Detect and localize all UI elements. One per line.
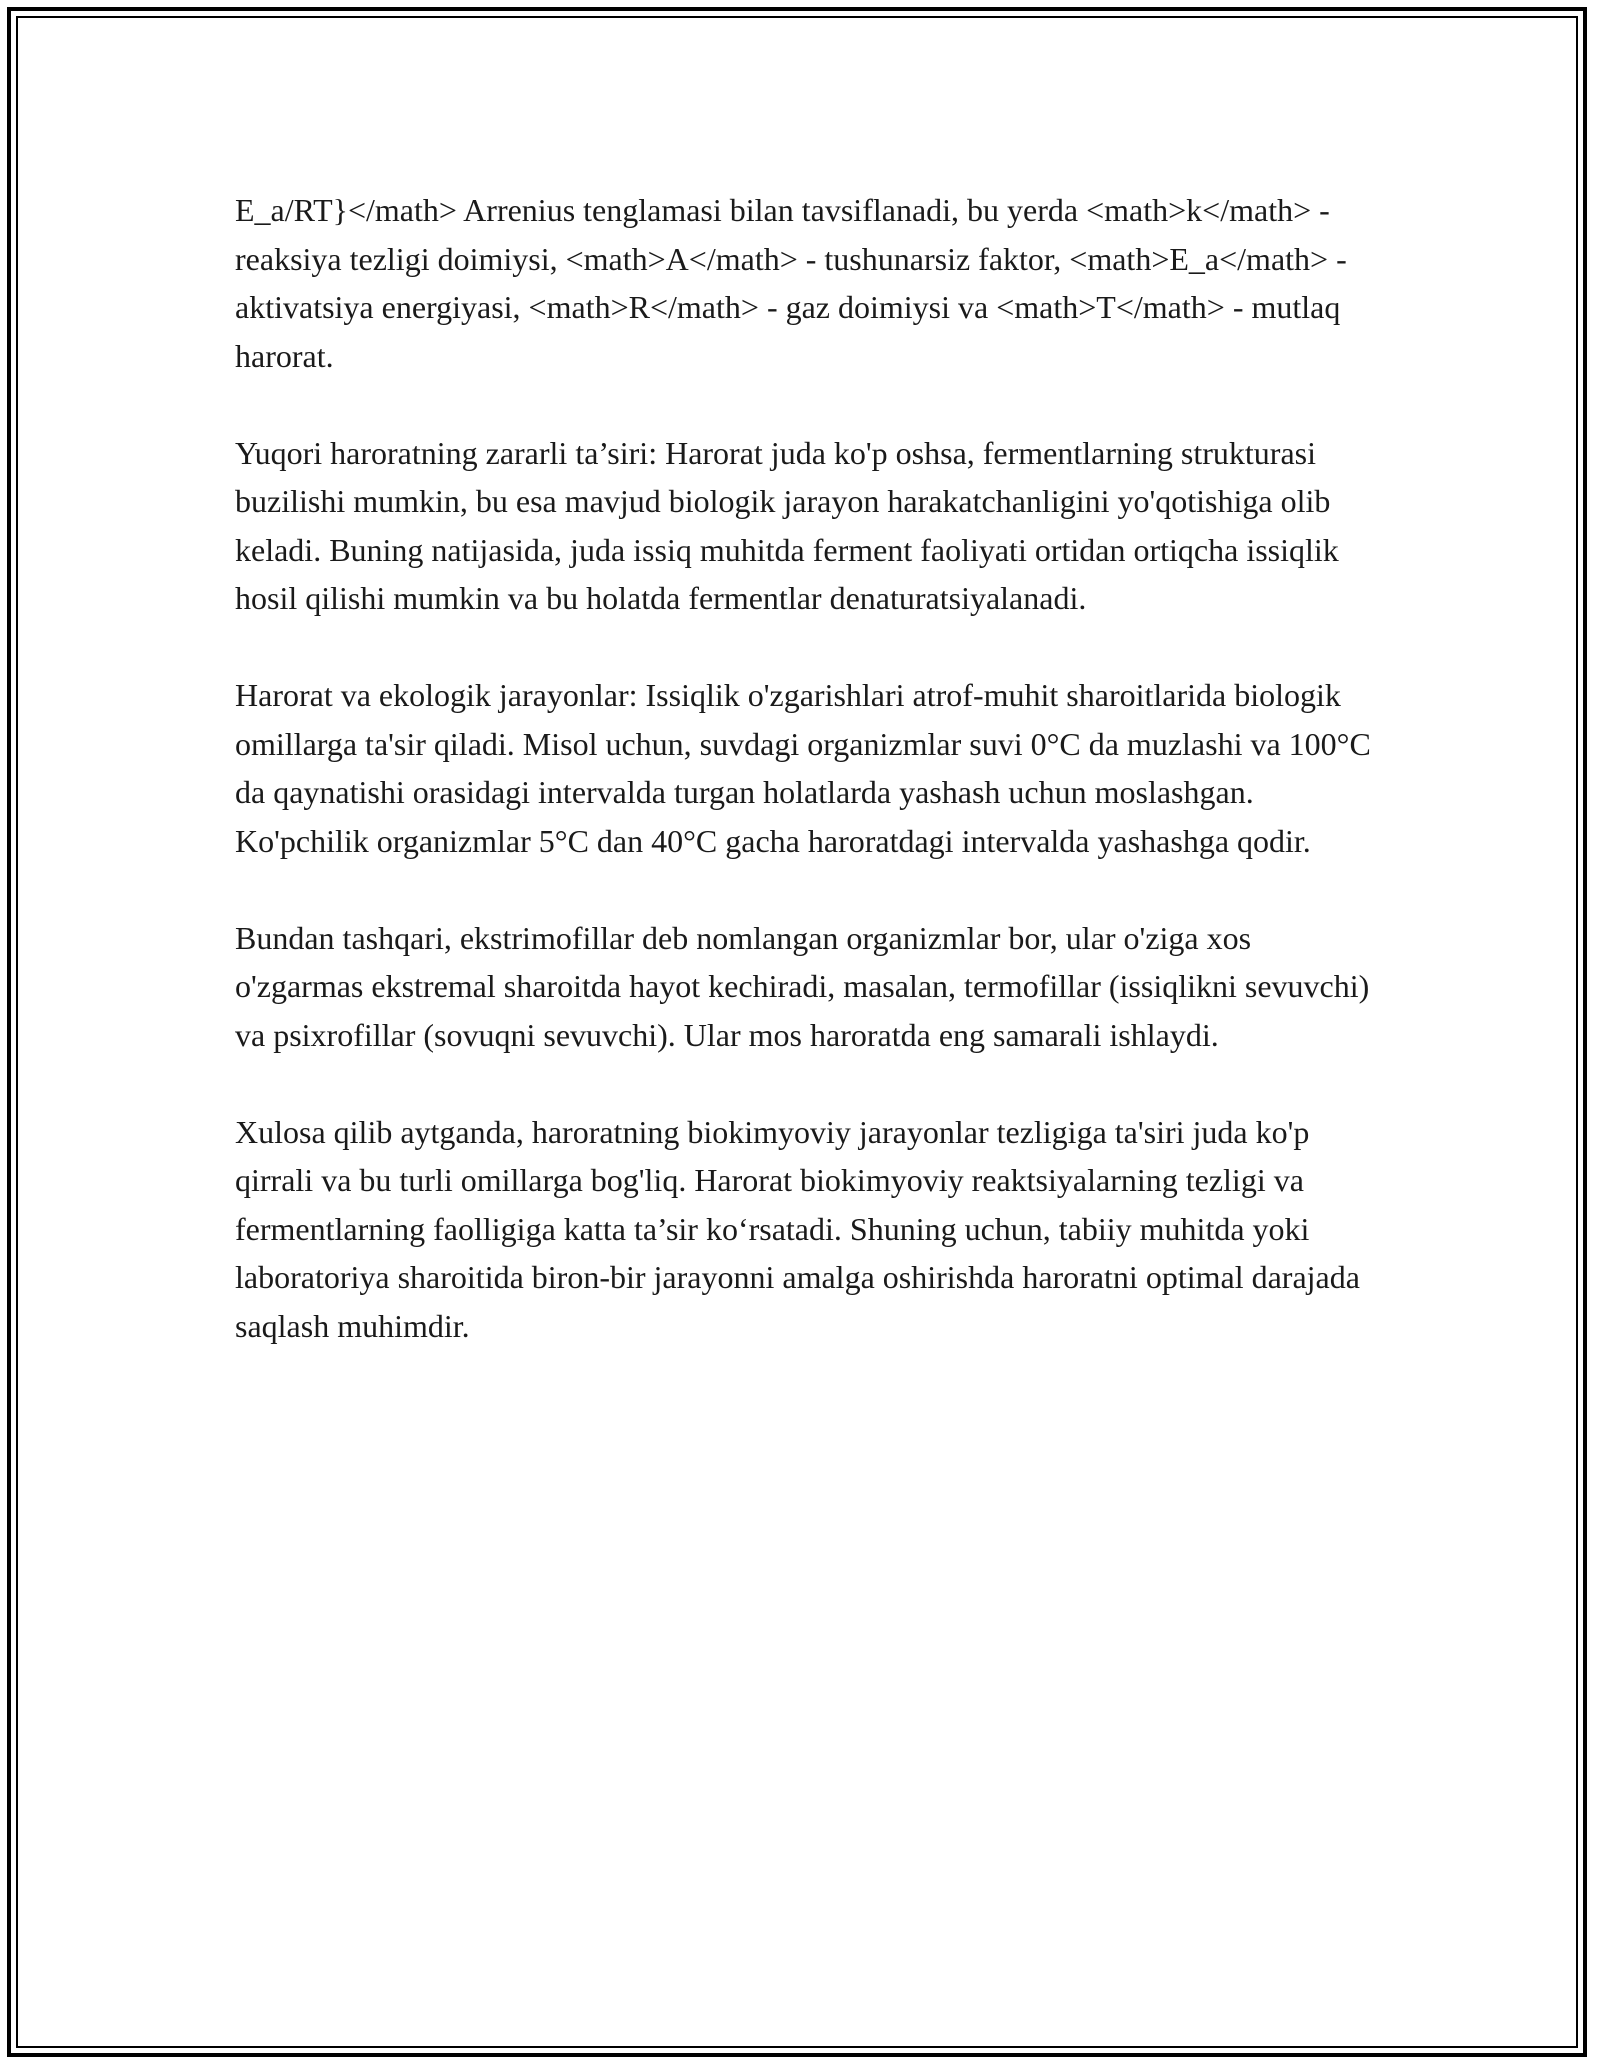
paragraph-high-temperature-effects: Yuqori haroratning zararli ta’siri: Harorat juda ko'p oshsa, fermentlarning strukturasi buzilishi mumkin, bu esa mavjud biologik jarayon harakatchanligini yo'qotishiga olib keladi. Buning natijasida, juda issiq muhitda ferment faoliyati ortidan ortiqcha issiqlik hosil qilishi mumkin va bu holatda fermentlar denaturatsiyalanadi. — [235, 434, 1339, 616]
paragraph-conclusion: Xulosa qilib aytganda, haroratning biokimyoviy jarayonlar tezligiga ta'siri juda ko'p qirrali va bu turli omillarga bog'liq. Harorat biokimyoviy reaktsiyalarning tezligi va fermentlarning faolligiga katta ta’sir ko‘rsatadi. Shuning uchun, tabiiy muhitda yoki laboratoriya sharoitida biron-bir jarayonni amalga oshirishda haroratni optimal darajada saqlash muhimdir. — [235, 1113, 1360, 1344]
paragraph-arrhenius-continuation: E_a/RT}</math> Arrenius tenglamasi bilan tavsiflanadi, bu yerda <math>k</math> - reaksiya tezligi doimiysi, <math>A</math> - tushunarsiz faktor, <math>E_a</math> - aktivatsiya energiyasi, <math>R</math> - gaz doimiysi va <math>T</math> - mutlaq harorat. — [235, 192, 1347, 374]
paragraph-temperature-ecology: Harorat va ekologik jarayonlar: Issiqlik o'zgarishlari atrof-muhit sharoitlarida biologik omillarga ta'sir qiladi. Misol uchun, suvdagi organizmlar suvi 0°C da muzlashi va 100°C da qaynatishi orasidagi intervalda turgan holatlarda yashash uchun moslashgan. Ko'pchilik organizmlar 5°C dan 40°C gacha haroratdagi intervalda yashashga qodir. — [235, 677, 1371, 859]
paragraph-extremophiles: Bundan tashqari, ekstrimofillar deb nomlangan organizmlar bor, ular o'ziga xos o'zgarmas ekstremal sharoitda hayot kechiradi, masalan, termofillar (issiqlikni sevuvchi) va psixrofillar (sovuqni sevuvchi). Ular mos haroratda eng samarali ishlaydi. — [235, 919, 1370, 1053]
document-body — [235, 186, 1375, 1399]
